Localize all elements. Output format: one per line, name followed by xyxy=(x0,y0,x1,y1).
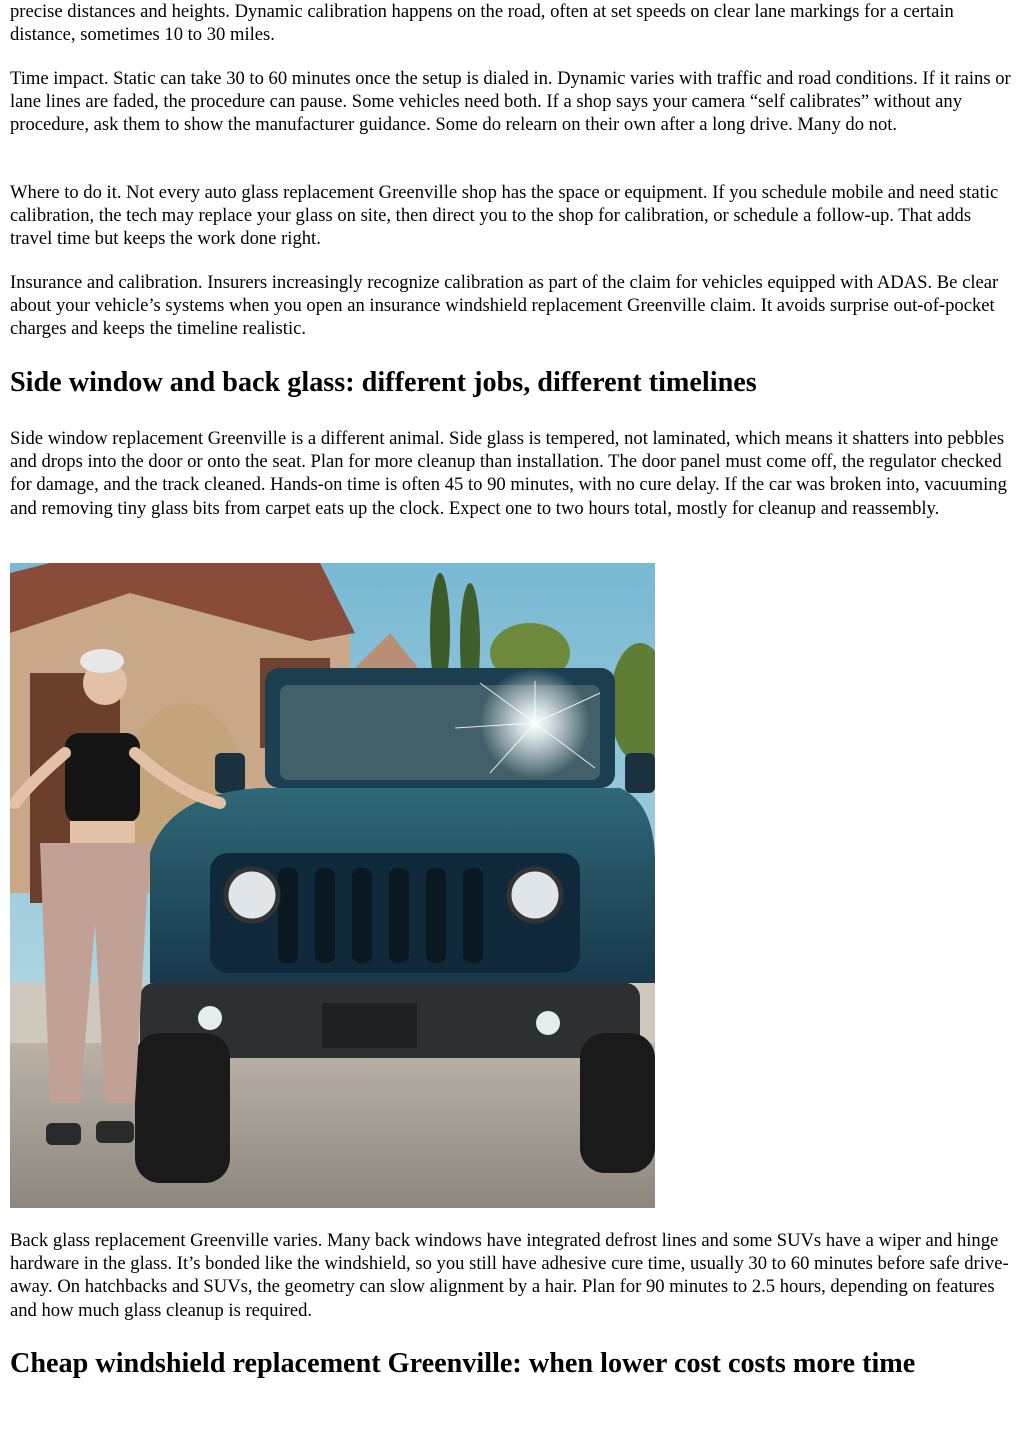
paragraph-side-window: Side window replacement Greenville is a different animal. Side glass is tempered, not laminated, which means it shatters into pebbles and drops into the door or onto the seat. Plan for more cleanup than installation. The door panel must come off, the regulator checked for damage, and the track cleaned. Hands-on time is often 45 to 90 minutes, with no cure delay. If the car was broken into, vacuuming and removing tiny glass bits from carpet eats up the clock. Expect one to two hours total, mostly for cleanup and reassembly. xyxy=(10,428,1007,519)
paragraph-calibration-dynamic: precise distances and heights. Dynamic calibration happens on the road, often at set speeds on clear lane markings for a certain distance, sometimes 10 to 30 miles. xyxy=(10,1,954,46)
photo-cracked-windshield-jeep xyxy=(10,563,655,1208)
jeep-illustration xyxy=(10,563,655,1208)
paragraph-where-to-do-it: Where to do it. Not every auto glass replacement Greenville shop has the space or equipment. If you schedule mobile and need static calibration, the tech may replace your glass on site, then direct you to the shop for calibration, or schedule a follow-up. That adds travel time but keeps the work done right. xyxy=(10,182,999,250)
paragraph-time-impact: Time impact. Static can take 30 to 60 minutes once the setup is dialed in. Dynamic varies with traffic and road conditions. If it rains or lane lines are faded, the procedure can pause. Some vehicles need both. If a shop says your camera “self calibrates” without any procedure, ask them to show the manufacturer guidance. Some do relearn on their own after a long drive. Many do not. xyxy=(10,68,1011,136)
paragraph-back-glass: Back glass replacement Greenville varies. Many back windows have integrated defrost lines and some SUVs have a wiper and hinge hardware in the glass. It’s bonded like the windshield, so you still have adhesive cure time, usually 30 to 60 minutes before safe drive-away. On hatchbacks and SUVs, the geometry can slow alignment by a hair. Plan for 90 minutes to 2.5 hours, depending on features and how much glass cleanup is required. xyxy=(10,1230,1009,1321)
heading-side-and-back-glass: Side window and back glass: different jobs, different timelines xyxy=(10,367,757,398)
heading-cheap-windshield: Cheap windshield replacement Greenville: when lower cost costs more time xyxy=(10,1348,916,1379)
paragraph-insurance-calibration: Insurance and calibration. Insurers increasingly recognize calibration as part of the claim for vehicles equipped with ADAS. Be clear about your vehicle’s systems when you open an insurance windshield replacement Greenville claim. It avoids surprise out-of-pocket charges and keeps the timeline realistic. xyxy=(10,272,999,340)
